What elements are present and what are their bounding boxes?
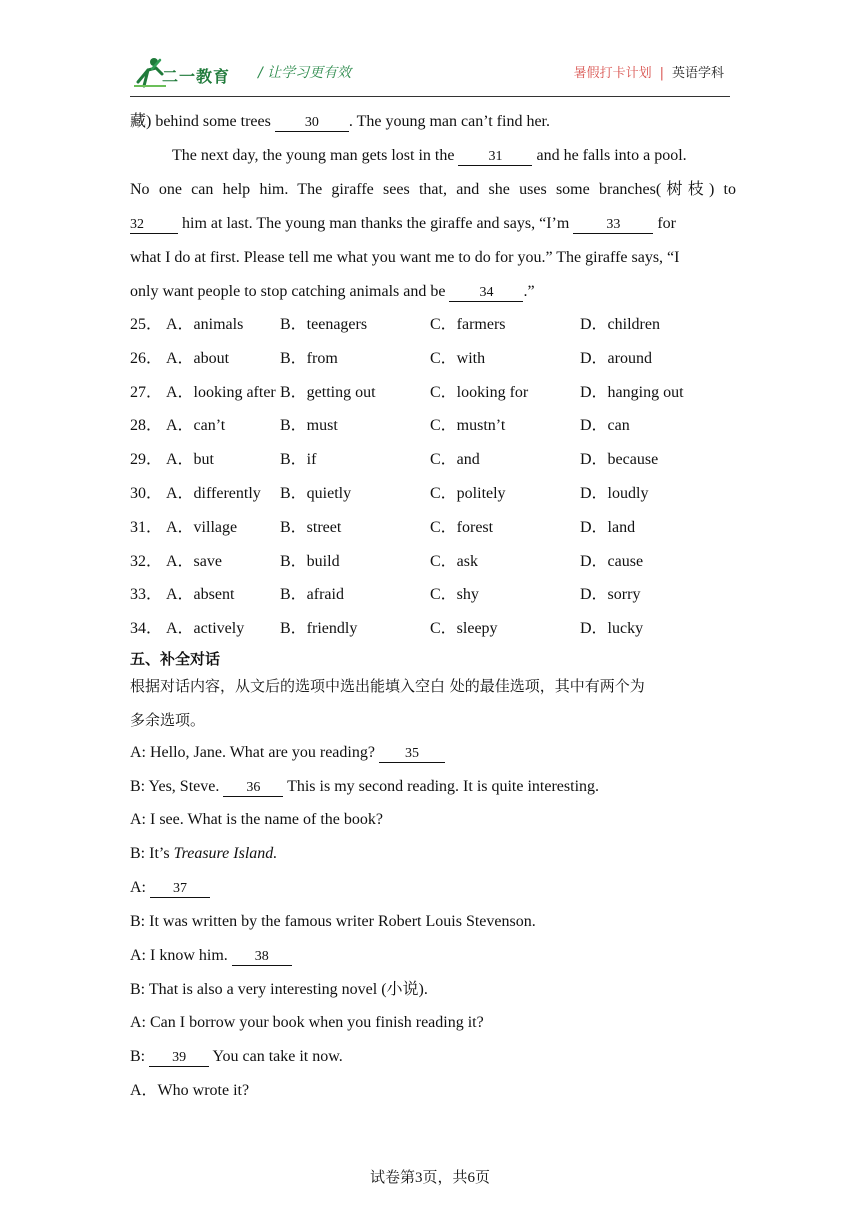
dialogue-line: B: That is also a very interesting novel (小说). [130, 981, 428, 998]
dialogue-line [130, 743, 736, 763]
option-a[interactable]: A．but [166, 451, 215, 468]
option-b[interactable]: B．from [280, 350, 338, 367]
option-a[interactable]: A．looking after [166, 384, 276, 401]
question-row [130, 383, 730, 403]
option-d[interactable]: D．loudly [580, 485, 649, 502]
passage-text: . The young man can’t find her. [348, 113, 550, 130]
option-b[interactable]: B．quietly [280, 485, 352, 502]
question-number: 33． [130, 586, 163, 603]
passage-text: and he falls into a pool. [532, 147, 687, 164]
page-footer: 试卷第3页，共6页 [369, 1170, 490, 1186]
option-d[interactable]: D．sorry [580, 586, 641, 603]
dialogue-text: You can take it now. [209, 1048, 343, 1065]
dialogue-line: A: I see. What is the name of the book? [130, 811, 383, 828]
header-separator: | [659, 66, 664, 81]
option-b[interactable]: B．afraid [280, 586, 344, 603]
blank-37: 37 [150, 881, 210, 898]
blank-38: 38 [232, 949, 292, 966]
option-d[interactable]: D．lucky [580, 620, 644, 637]
option-c[interactable]: C．shy [430, 586, 479, 603]
section-title: 五、补全对话 [130, 650, 221, 668]
question-row [130, 585, 730, 605]
blank-36: 36 [223, 780, 283, 797]
passage-text: what I do at first. Please tell me what you want me to do for you.” The giraffe says, “I [130, 249, 680, 266]
dialogue-line [130, 844, 736, 864]
dialogue-option-a[interactable]: A．Who wrote it? [130, 1082, 250, 1099]
logo [132, 56, 242, 90]
option-b[interactable]: B．if [280, 451, 317, 468]
passage-text: 藏) behind some trees [130, 113, 275, 130]
subject-label: 英语学科 [671, 66, 724, 81]
option-b[interactable]: B．getting out [280, 384, 376, 401]
passage-text: No one can help him. The giraffe sees that, and she uses some branches(树枝) to [130, 181, 736, 198]
dialogue-line: B: It was written by the famous writer Robert Louis Stevenson. [130, 913, 536, 930]
option-c[interactable]: C．ask [430, 553, 479, 570]
option-d[interactable]: D．land [580, 519, 636, 536]
passage-line [130, 180, 736, 200]
option-a[interactable]: A．can’t [166, 417, 226, 434]
header-divider [130, 96, 730, 97]
dialogue-text: B: Yes, Steve. [130, 778, 224, 795]
question-number: 30． [130, 485, 163, 502]
option-b[interactable]: B．street [280, 519, 342, 536]
passage-text: The next day, the young man gets lost in the [172, 147, 459, 164]
question-number: 32． [130, 553, 163, 570]
option-a[interactable]: A．about [166, 350, 230, 367]
question-row [130, 416, 730, 436]
option-c[interactable]: C．sleepy [430, 620, 498, 637]
passage-text: only want people to stop catching animals and be [130, 283, 450, 300]
option-b[interactable]: B．teenagers [280, 316, 368, 333]
question-number: 29． [130, 451, 163, 468]
option-a[interactable]: A．differently [166, 485, 261, 502]
dialogue-line [130, 946, 736, 966]
option-d[interactable]: D．cause [580, 553, 644, 570]
option-d[interactable]: D．can [580, 417, 630, 434]
option-c[interactable]: C．looking for [430, 384, 529, 401]
passage-text: for [653, 215, 676, 232]
question-row [130, 349, 730, 369]
dialogue-text: B: [130, 1048, 150, 1065]
passage-line [130, 282, 736, 302]
option-c[interactable]: C．and [430, 451, 480, 468]
option-a[interactable]: A．animals [166, 316, 244, 333]
blank-35: 35 [379, 746, 445, 763]
plan-label: 暑假打卡计划 [573, 66, 652, 81]
passage-line [172, 146, 736, 166]
dialogue-text: A: Hello, Jane. What are you reading? [130, 744, 379, 761]
dialogue-text: A: I know him. [130, 947, 232, 964]
option-a[interactable]: A．save [166, 553, 222, 570]
option-a[interactable]: A．village [166, 519, 238, 536]
dialogue-text: A: [130, 879, 150, 896]
option-b[interactable]: B．friendly [280, 620, 358, 637]
option-a[interactable]: A．actively [166, 620, 245, 637]
question-row [130, 619, 730, 639]
option-d[interactable]: D．around [580, 350, 652, 367]
option-b[interactable]: B．build [280, 553, 340, 570]
passage-line [130, 112, 736, 132]
question-row [130, 484, 730, 504]
option-c[interactable]: C．forest [430, 519, 494, 536]
dialogue-text: This is my second reading. It is quite interesting. [283, 778, 600, 795]
option-d[interactable]: D．children [580, 316, 660, 333]
blank-34: 34 [449, 285, 523, 302]
blank-39: 39 [149, 1050, 209, 1067]
question-row [130, 450, 730, 470]
question-number: 34． [130, 620, 163, 637]
logo-text: 二一教育 [162, 67, 231, 86]
passage-line [130, 214, 736, 234]
dialogue-line [130, 777, 736, 797]
blank-33: 33 [573, 217, 653, 234]
passage-line [130, 248, 736, 268]
option-c[interactable]: C．farmers [430, 316, 506, 333]
book-title: Treasure Island. [173, 845, 278, 862]
dialogue-line [130, 878, 736, 898]
page-header [130, 56, 730, 96]
question-number: 31． [130, 519, 163, 536]
passage-text: him at last. The young man thanks the giraffe and says, “I’m [178, 215, 574, 232]
question-number: 25． [130, 316, 163, 333]
instruction-line: 根据对话内容，从文后的选项中选出能填入空白 处的最佳选项，其中有两个为 [130, 677, 645, 695]
option-c[interactable]: C．politely [430, 485, 506, 502]
option-a[interactable]: A．absent [166, 586, 235, 603]
question-number: 27． [130, 384, 163, 401]
question-row [130, 518, 730, 538]
option-d[interactable]: D．because [580, 451, 659, 468]
passage-text: .” [523, 283, 535, 300]
dialogue-line [130, 1047, 736, 1067]
question-number: 28． [130, 417, 163, 434]
question-number: 26． [130, 350, 163, 367]
dialogue-line: A: Can I borrow your book when you finish reading it? [130, 1014, 484, 1031]
blank-30: 30 [275, 115, 349, 132]
question-row [130, 552, 730, 572]
dialogue-text: B: It’s [130, 845, 174, 862]
instruction-line: 多余选项。 [130, 711, 206, 729]
question-row [130, 315, 730, 335]
option-b[interactable]: B．must [280, 417, 338, 434]
blank-31: 31 [458, 149, 532, 166]
header-right [574, 62, 724, 81]
option-c[interactable]: C．mustn’t [430, 417, 506, 434]
slogan: / 让学习更有效 [258, 65, 352, 81]
option-c[interactable]: C．with [430, 350, 486, 367]
blank-32: 32 [130, 217, 178, 234]
option-d[interactable]: D．hanging out [580, 384, 684, 401]
